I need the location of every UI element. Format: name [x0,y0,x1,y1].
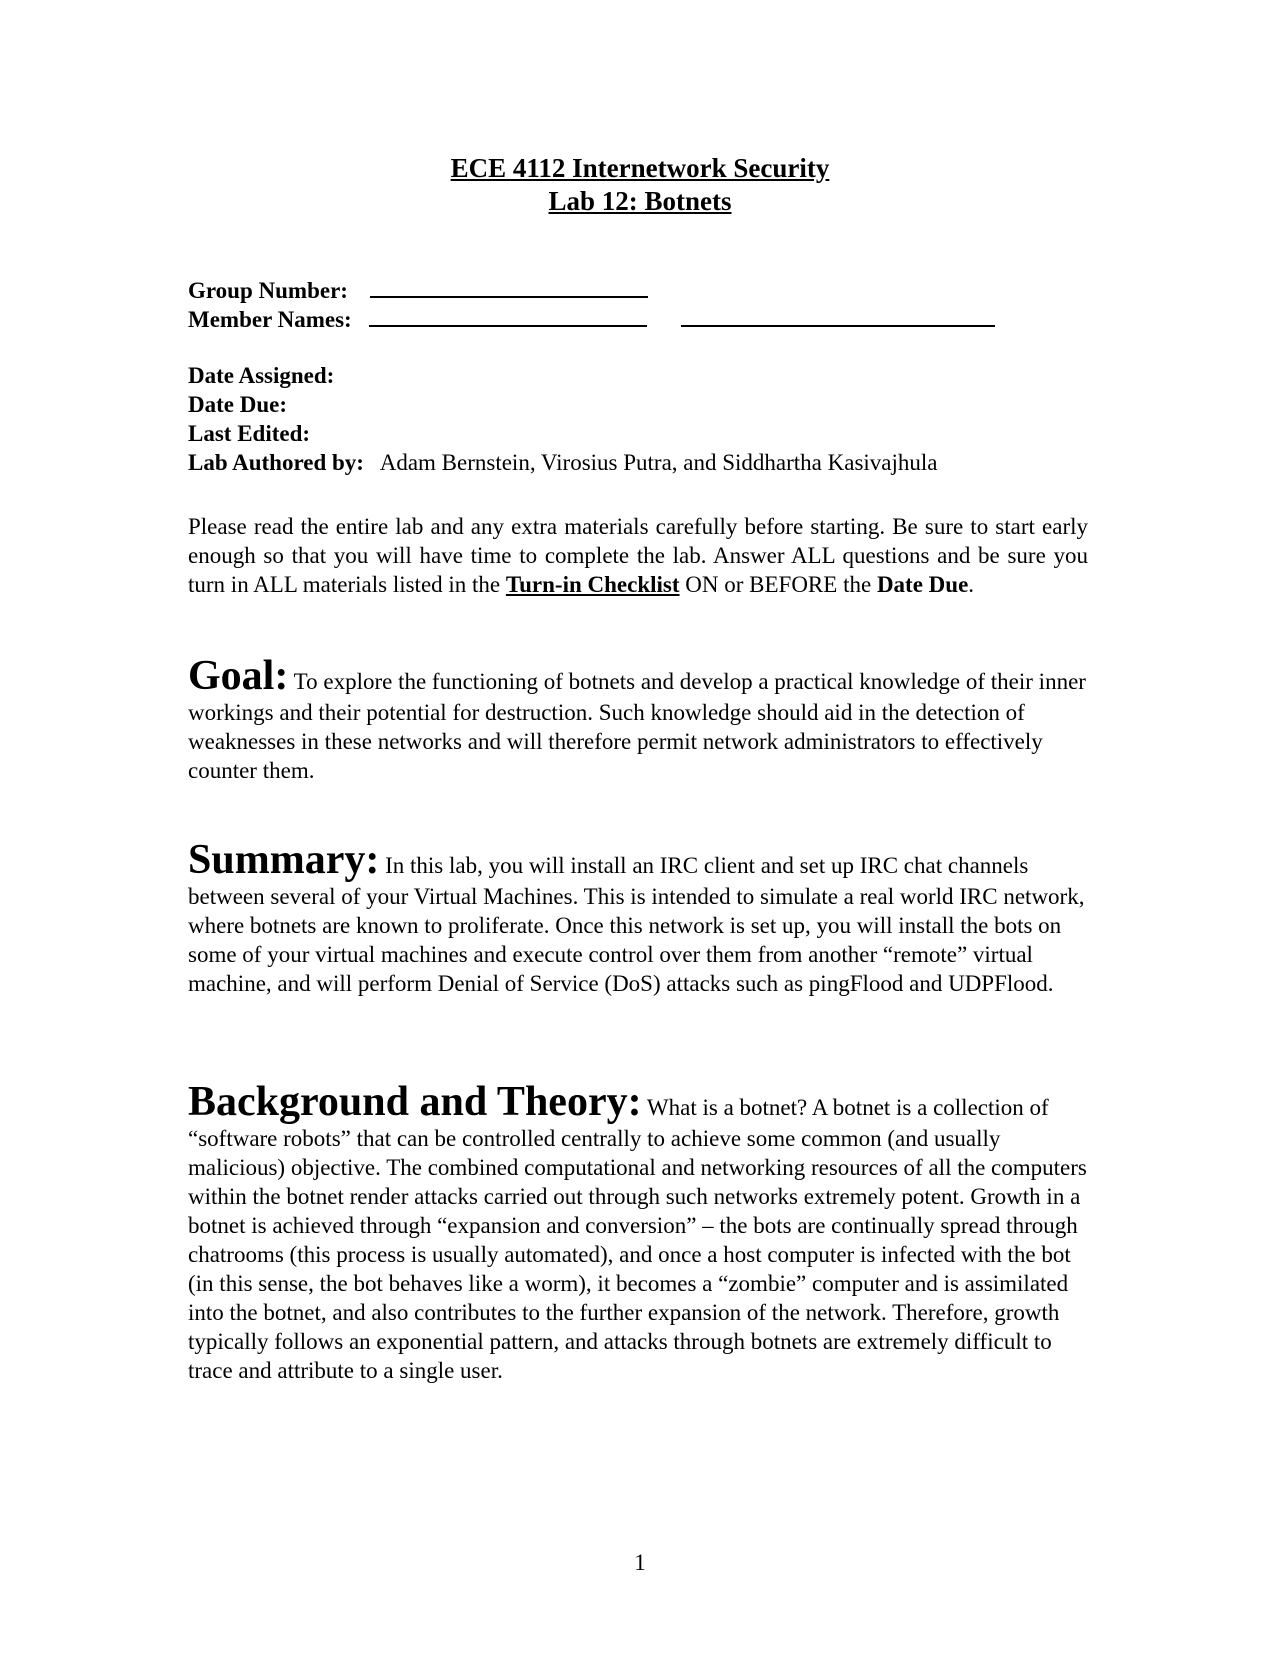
lab-title: Lab 12: Botnets [548,186,732,216]
turn-in-checklist-ref: Turn-in Checklist [505,572,680,597]
background-heading: Background and Theory: [188,1079,642,1125]
background-text: What is a botnet? A botnet is a collection of “software robots” that can be controlled centrally to achieve some common (and usually malicious) objective. The combined computational and networking resources of all the computers within the botnet render attacks carried out through such networks extremely potent. Growth in a botnet is achieved through “expansion and conversion” – the bots are continually spread through chatrooms (this process is usually automated), and once a host computer is infected with the bot (in this sense, the bot behaves like a worm), it becomes a “zombie” computer and is assimilated into the botnet, and also contributes to the further expansion of the network. Therefore, growth typically follows an exponential pattern, and attacks through botnets are extremely difficult to trace and attribute to a single user. [188,1095,1087,1383]
instructions-paragraph [188,512,1088,599]
background-section [188,1080,1088,1385]
group-number-blank[interactable] [370,276,648,298]
date-assigned-label: Date Assigned: [188,363,335,388]
date-due-label: Date Due: [188,392,287,417]
group-number-label: Group Number: [188,278,348,303]
authored-by-value: Adam Bernstein, Virosius Putra, and Siddhartha Kasivajhula [379,450,938,475]
member-names-label: Member Names: [188,307,352,332]
last-edited-label: Last Edited: [188,421,311,446]
member-names-row [188,305,995,334]
goal-heading: Goal: [188,653,289,699]
member-name-blank-1[interactable] [369,305,647,327]
summary-heading: Summary: [188,837,380,883]
summary-section [188,838,1088,998]
date-due-ref: Date Due [876,572,969,597]
authored-by-label: Lab Authored by: [188,450,364,475]
member-name-blank-2[interactable] [681,305,995,327]
instructions-part1: Please read the entire lab and any extra materials carefully before starting. Be sure to start early enough so that you will have time to complete the lab. Answer ALL questions and be sure you turn in ALL materials listed in the [188,514,1088,597]
authored-by-row [188,449,938,477]
course-title: ECE 4112 Internetwork Security [450,153,830,183]
instructions-part2: ON or BEFORE the [679,572,877,597]
group-number-row [188,276,648,305]
instructions-part3: . [968,572,975,597]
goal-text: To explore the functioning of botnets and develop a practical knowledge of their inner workings and their potential for destruction. Such knowledge should aid in the detection of weaknesses in these networks and will therefore permit network administrators to effectively counter them. [188,669,1086,783]
goal-section [188,654,1088,785]
summary-text: In this lab, you will install an IRC client and set up IRC chat channels between several of your Virtual Machines. This is intended to simulate a real world IRC network, where botnets are known to proliferate. Once this network is set up, you will install the bots on some of your virtual machines and execute control over them from another “remote” virtual machine, and will perform Denial of Service (DoS) attacks such as pingFlood and UDPFlood. [188,853,1085,996]
page-number: 1 [634,1550,646,1575]
